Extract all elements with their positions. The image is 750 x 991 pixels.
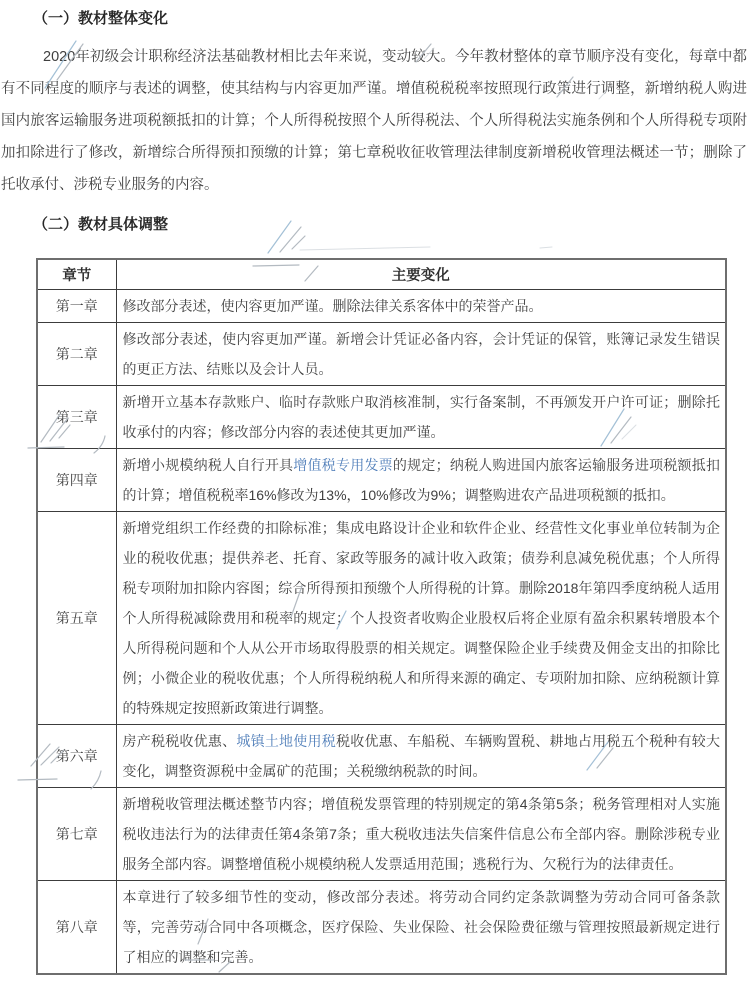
chapter-cell: 第三章 bbox=[37, 386, 116, 449]
text-segment: 房产税税收优惠、 bbox=[122, 733, 237, 749]
table-row bbox=[37, 323, 726, 386]
chapter-cell: 第二章 bbox=[37, 323, 116, 386]
changes-cell bbox=[116, 386, 726, 449]
text-segment: 税收优惠、车船税、车辆购置税、耕地占用税五个税种有较大变化，调整资源税中金属矿的范围；关税缴纳税款的时间。 bbox=[122, 733, 721, 779]
chapter-cell: 第一章 bbox=[37, 290, 116, 323]
changes-table bbox=[36, 258, 727, 975]
text-segment: 新增税收管理法概述整节内容；增值税发票管理的特别规定的第4条第5条；税务管理相对人实施税收违法行为的法律责任第4条第7条；重大税收违法失信案件信息公布全部内容。删除涉税专业服务全部内容。调整增值税小规模纳税人发票适用范围；逃税行为、欠税行为的法律责任。 bbox=[122, 796, 720, 872]
chapter-cell: 第六章 bbox=[37, 725, 116, 788]
chapter-cell: 第七章 bbox=[37, 788, 116, 881]
table-header bbox=[37, 259, 726, 290]
pencil-mark bbox=[292, 236, 305, 249]
changes-cell bbox=[116, 725, 726, 788]
section-1-heading: （一）教材整体变化 bbox=[33, 10, 169, 27]
keyword-link[interactable]: 城镇土地使用税 bbox=[236, 733, 336, 749]
table-row bbox=[37, 512, 726, 725]
table-row bbox=[37, 386, 726, 449]
table-header-row bbox=[37, 259, 726, 290]
intro-paragraph: 2020年初级会计职称经济法基础教材相比去年来说，变动较大。今年教材整体的章节顺序没有变化，每章中都有不同程度的顺序与表述的调整，使其结构与内容更加严谨。增值税税税率按照现行政策进行调整，新增纳税人购进国内旅客运输服务进项税额抵扣的计算；个人所得税按照个人所得税法、个人所得税法实施条例和个人所得税专项附加扣除进行了修改，新增综合所得预扣预缴的计算；第七章税收征收管理法律制度新增税收管理法概述一节；删除了托收承付、涉税专业服务的内容。 bbox=[1, 49, 747, 193]
pencil-mark bbox=[540, 247, 552, 248]
text-segment: 新增党组织工作经费的扣除标准；集成电路设计企业和软件企业、经营性文化事业单位转制为企业的税收优惠；提供养老、托育、家政等服务的减计收入政策；债券利息减免税优惠；个人所得税专项附加扣除内容图；综合所得预扣预缴个人所得税的计算。删除2018年第四季度纳税人适用个人所得税减除费用和税率的规定；个人投资者收购企业股权后将企业原有盈余积累转增股本个人所得税问题和个人从公开市场取得股票的相关规定。调整保险企业手续费及佣金支出的扣除比例；小微企业的税收优惠；个人所得税纳税人和所得来源的确定、专项附加扣除、应纳税额计算的特殊规定按照新政策进行调整。 bbox=[122, 520, 720, 716]
changes-cell bbox=[116, 290, 726, 323]
changes-cell bbox=[116, 449, 726, 512]
table-row bbox=[37, 449, 726, 512]
text-segment: 修改部分表述，使内容更加严谨。删除法律关系客体中的荣誉产品。 bbox=[122, 298, 543, 314]
table-row bbox=[37, 725, 726, 788]
text-segment: 新增小规模纳税人自行开具 bbox=[122, 457, 294, 473]
changes-cell bbox=[116, 512, 726, 725]
text-segment: 的规定；纳税人购进国内旅客运输服务进项税额抵扣的计算；增值税税率16%修改为13%，10%修改为9%；调整购进农产品进项税额的抵扣。 bbox=[122, 457, 721, 503]
column-header-chapter: 章节 bbox=[37, 259, 116, 290]
chapter-cell: 第五章 bbox=[37, 512, 116, 725]
chapter-cell: 第八章 bbox=[37, 881, 116, 975]
pencil-mark bbox=[300, 247, 430, 250]
changes-cell bbox=[116, 881, 726, 975]
keyword-link[interactable]: 增值税专用发票 bbox=[293, 457, 393, 473]
column-header-main-changes: 主要变化 bbox=[116, 259, 726, 290]
changes-cell bbox=[116, 323, 726, 386]
table-body bbox=[37, 290, 726, 975]
changes-cell bbox=[116, 788, 726, 881]
text-segment: 修改部分表述，使内容更加严谨。新增会计凭证必备内容，会计凭证的保管，账簿记录发生错误的更正方法、结账以及会计人员。 bbox=[122, 331, 720, 377]
table-row bbox=[37, 788, 726, 881]
text-segment: 本章进行了较多细节性的变动，修改部分表述。将劳动合同约定条款调整为劳动合同可备条款等，完善劳动合同中各项概念，医疗保险、失业保险、社会保险费征缴与管理按照最新规定进行了相应的调整和完善。 bbox=[122, 889, 720, 965]
chapter-cell: 第四章 bbox=[37, 449, 116, 512]
table-row bbox=[37, 881, 726, 975]
section-2-heading: （二）教材具体调整 bbox=[33, 216, 169, 233]
text-segment: 新增开立基本存款账户、临时存款账户取消核准制，实行备案制，不再颁发开户许可证；删除托收承付的内容；修改部分内容的表述使其更加严谨。 bbox=[122, 394, 720, 440]
table-row bbox=[37, 290, 726, 323]
